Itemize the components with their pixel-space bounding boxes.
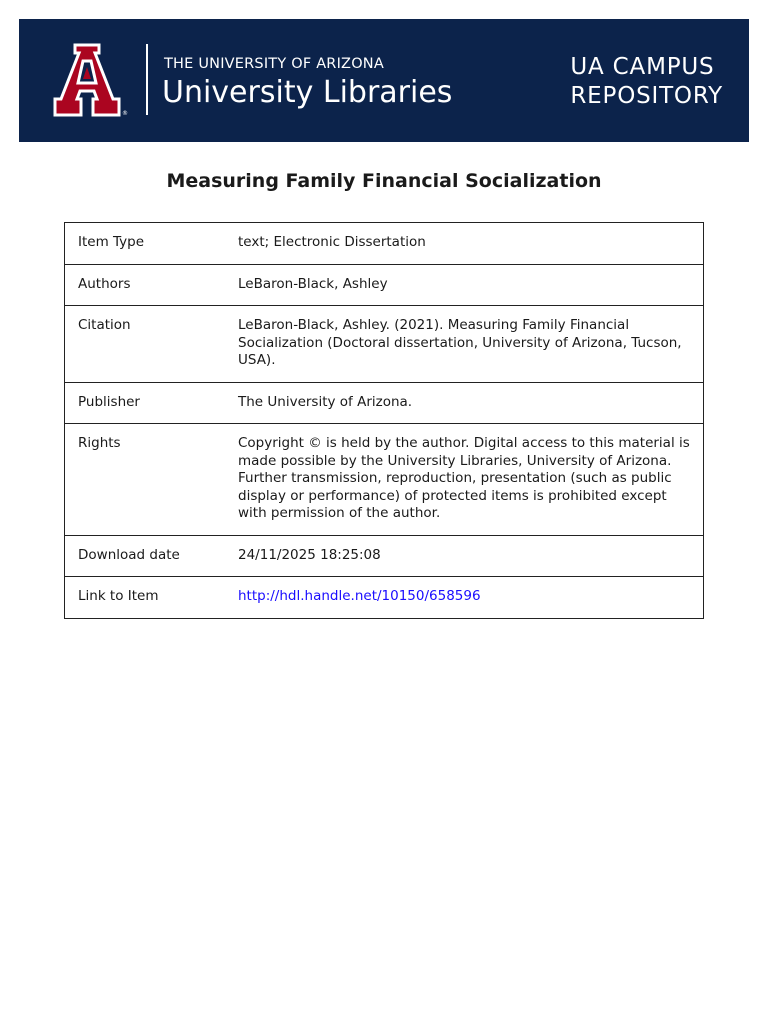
row-label-link-to-item: Link to Item <box>65 577 239 619</box>
row-value-authors: LeBaron-Black, Ashley <box>238 264 704 306</box>
repository-line-1: UA CAMPUS <box>570 54 715 80</box>
table-row <box>65 424 704 536</box>
row-value-rights: Copyright © is held by the author. Digital access to this material is made possible by the University Libraries, University of Arizona. Further transmission, reproduction, presentation (such as public display or performance) of protected items is prohibited except with permission of the author. <box>238 424 704 536</box>
repository-line-2: REPOSITORY <box>570 83 723 109</box>
row-value-publisher: The University of Arizona. <box>238 382 704 424</box>
row-value-link-to-item <box>238 577 704 619</box>
logo-divider <box>146 44 148 115</box>
header-banner <box>19 19 749 142</box>
svg-text:®: ® <box>122 110 128 117</box>
document-title: Measuring Family Financial Socialization <box>166 170 602 192</box>
table-row <box>65 535 704 577</box>
university-of-arizona-logo <box>45 43 129 117</box>
table-row <box>65 264 704 306</box>
row-label-citation: Citation <box>65 306 239 383</box>
row-label-authors: Authors <box>65 264 239 306</box>
item-handle-link[interactable]: http://hdl.handle.net/10150/658596 <box>238 588 481 604</box>
row-label-publisher: Publisher <box>65 382 239 424</box>
university-libraries-title: University Libraries <box>162 75 453 110</box>
university-name-small: THE UNIVERSITY OF ARIZONA <box>164 56 384 72</box>
row-label-item-type: Item Type <box>65 223 239 265</box>
table-row <box>65 223 704 265</box>
metadata-table <box>64 222 704 619</box>
row-label-rights: Rights <box>65 424 239 536</box>
row-label-download-date: Download date <box>65 535 239 577</box>
table-row <box>65 577 704 619</box>
row-value-download-date: 24/11/2025 18:25:08 <box>238 535 704 577</box>
row-value-citation: LeBaron-Black, Ashley. (2021). Measuring Family Financial Socialization (Doctoral dissertation, University of Arizona, Tucson, USA). <box>238 306 704 383</box>
repository-name <box>570 53 723 111</box>
table-row <box>65 382 704 424</box>
table-row <box>65 306 704 383</box>
row-value-item-type: text; Electronic Dissertation <box>238 223 704 265</box>
